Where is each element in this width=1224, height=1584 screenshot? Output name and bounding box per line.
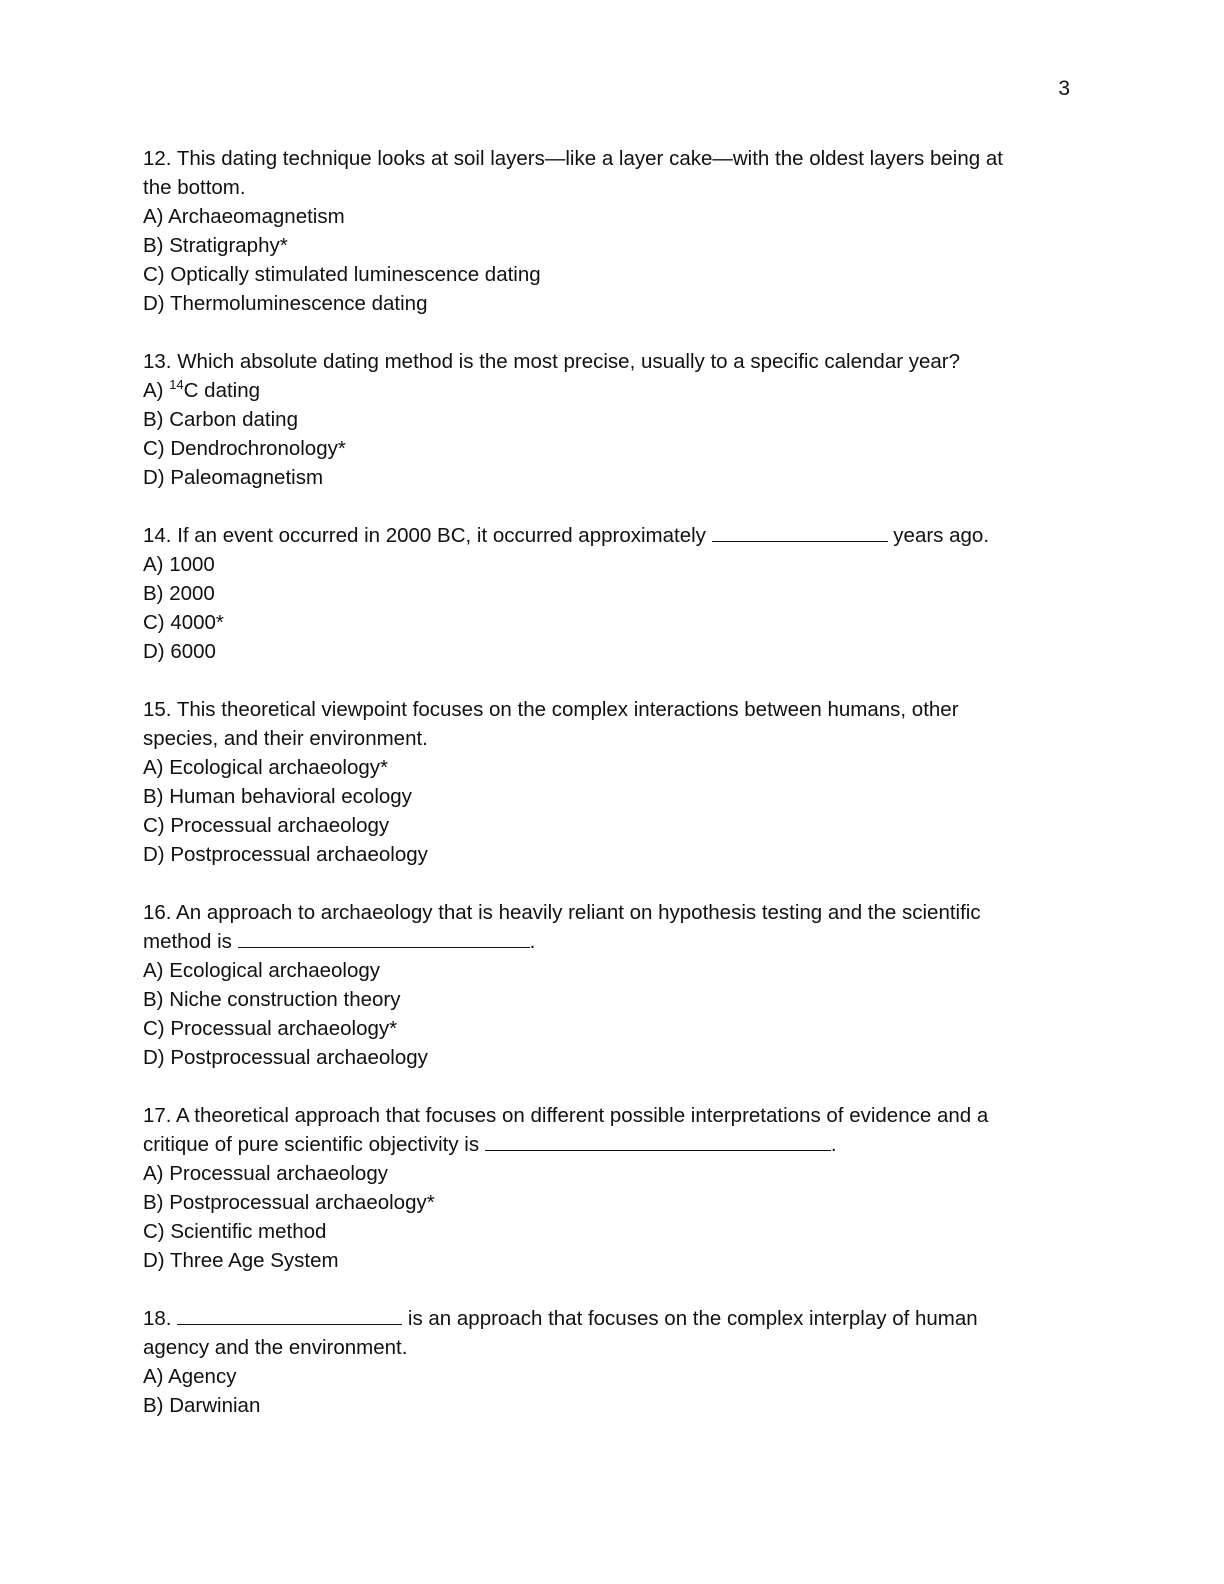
question-14-stem-after: years ago. (887, 524, 990, 547)
question-18-stem-line-2: agency and the environment. (143, 1336, 408, 1359)
question-18-stem-line-1 (143, 1304, 1078, 1333)
question-16-option-b: B) Niche construction theory (143, 988, 401, 1011)
question-15-stem-line-2: species, and their environment. (143, 727, 428, 750)
question-18 (143, 1304, 1078, 1420)
question-15-option-b: B) Human behavioral ecology (143, 785, 412, 808)
question-17-option-c: C) Scientific method (143, 1220, 327, 1243)
question-14-option-a: A) 1000 (143, 553, 215, 576)
question-15 (143, 695, 1078, 869)
question-18-stem-before: 18. (143, 1307, 178, 1330)
question-17-stem-line-2 (143, 1130, 1078, 1159)
question-13 (143, 347, 1078, 492)
question-15-option-a: A) Ecological archaeology* (143, 756, 388, 779)
question-12 (143, 144, 1078, 318)
question-12-stem-line-1: 12. This dating technique looks at soil layers—like a layer cake—with the oldest layers being at (143, 147, 1003, 170)
question-14-option-c: C) 4000* (143, 611, 224, 634)
question-12-option-b: B) Stratigraphy* (143, 234, 288, 257)
question-12-stem-line-2: the bottom. (143, 176, 246, 199)
question-16-stem-before: method is (143, 930, 238, 953)
question-13-option-d: D) Paleomagnetism (143, 466, 324, 489)
question-16-option-d: D) Postprocessual archaeology (143, 1046, 428, 1069)
question-17-option-b: B) Postprocessual archaeology* (143, 1191, 435, 1214)
question-13-option-a-superscript: 14 (169, 377, 184, 392)
question-16-option-a: A) Ecological archaeology (143, 959, 381, 982)
question-16-stem-after: . (529, 930, 536, 953)
question-15-option-d: D) Postprocessual archaeology (143, 843, 428, 866)
question-14-stem-line-1 (143, 521, 1078, 550)
question-12-option-c: C) Optically stimulated luminescence dating (143, 263, 541, 286)
question-13-option-a-prefix: A) (143, 379, 170, 402)
question-13-stem-line-1: 13. Which absolute dating method is the most precise, usually to a specific calendar year? (143, 350, 961, 373)
question-13-option-b: B) Carbon dating (143, 408, 298, 431)
question-17-option-a: A) Processual archaeology (143, 1162, 388, 1185)
question-14-option-b: B) 2000 (143, 582, 215, 605)
question-13-option-c: C) Dendrochronology* (143, 437, 346, 460)
question-12-option-a: A) Archaeomagnetism (143, 205, 345, 228)
question-16 (143, 898, 1078, 1072)
question-17-answer-blank (485, 1130, 831, 1151)
question-18-answer-blank (177, 1304, 402, 1325)
question-16-stem-line-2 (143, 927, 1078, 956)
question-17-stem-after: . (830, 1133, 837, 1156)
question-17-stem-before: critique of pure scientific objectivity is (143, 1133, 485, 1156)
question-18-option-b: B) Darwinian (143, 1394, 261, 1417)
question-16-answer-blank (238, 927, 530, 948)
question-18-option-a: A) Agency (143, 1365, 237, 1388)
question-15-stem-line-1: 15. This theoretical viewpoint focuses on the complex interactions between humans, other (143, 698, 959, 721)
question-17-stem-line-1: 17. A theoretical approach that focuses on different possible interpretations of evidence and a (143, 1104, 989, 1127)
page-number: 3 (1058, 77, 1070, 100)
question-14-option-d: D) 6000 (143, 640, 216, 663)
question-17 (143, 1101, 1078, 1275)
question-14-stem-before: 14. If an event occurred in 2000 BC, it occurred approximately (143, 524, 712, 547)
question-13-option-a (143, 376, 1078, 405)
question-17-option-d: D) Three Age System (143, 1249, 339, 1272)
question-15-option-c: C) Processual archaeology (143, 814, 390, 837)
question-16-stem-line-1: 16. An approach to archaeology that is heavily reliant on hypothesis testing and the scientific (143, 901, 981, 924)
question-12-option-d: D) Thermoluminescence dating (143, 292, 428, 315)
question-16-option-c: C) Processual archaeology* (143, 1017, 398, 1040)
question-14-answer-blank (712, 521, 888, 542)
question-14 (143, 521, 1078, 666)
question-18-stem-after: is an approach that focuses on the complex interplay of human (402, 1307, 978, 1330)
question-list (143, 144, 1078, 1449)
question-13-option-a-text: C dating (183, 379, 261, 402)
